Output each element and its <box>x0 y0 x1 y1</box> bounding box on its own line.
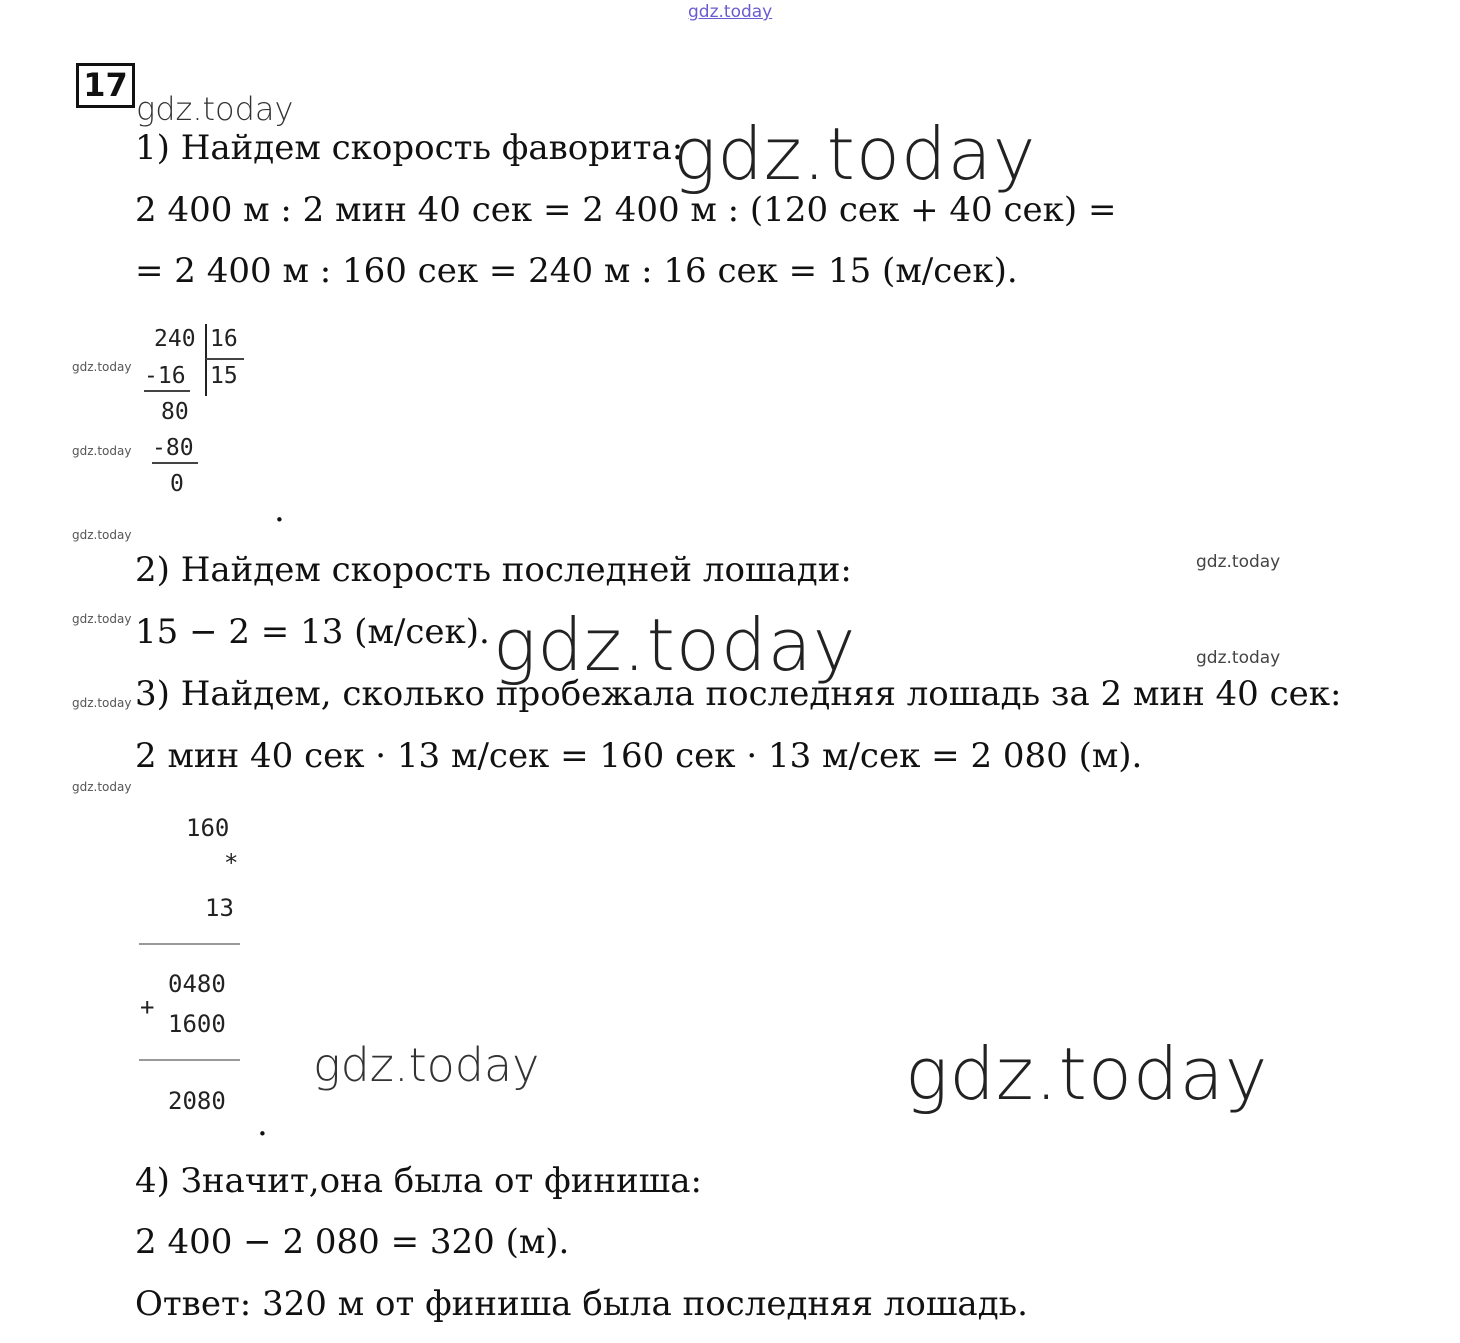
watermark-small: gdz.today <box>72 780 132 794</box>
division-dividend: 240 <box>154 326 196 352</box>
watermark-small: gdz.today <box>72 696 132 710</box>
division-divisor: 16 <box>210 326 238 352</box>
answer-line: Ответ: 320 м от финиша была последняя лошадь. <box>135 1284 1028 1324</box>
product-result: 2080 <box>168 1087 226 1115</box>
watermark-small-right: gdz.today <box>1196 648 1281 668</box>
watermark-small-right: gdz.today <box>1196 552 1281 572</box>
period-mark: . <box>274 490 285 530</box>
multiplicand: 160 <box>186 814 230 842</box>
division-divisor-line <box>206 358 244 360</box>
step-1-equation-a: 2 400 м : 2 мин 40 сек = 2 400 м : (120 сек + 40 сек) = <box>135 190 1117 230</box>
partial-product-1: 0480 <box>168 970 226 998</box>
division-remainder-1: 80 <box>161 399 189 425</box>
division-subtract-2: -80 <box>152 435 194 461</box>
problem-number: 17 <box>76 63 135 108</box>
division-line-2 <box>152 462 198 464</box>
step-2-equation: 15 − 2 = 13 (м/сек). <box>135 612 490 652</box>
watermark-top: gdz.today <box>688 2 773 22</box>
step-3-heading: 3) Найдем, сколько пробежала последняя лошадь за 2 мин 40 сек: <box>135 674 1342 714</box>
multiplier: 13 <box>205 894 234 922</box>
division-quotient: 15 <box>210 363 238 389</box>
watermark-small: gdz.today <box>72 528 132 542</box>
division-remainder-2: 0 <box>170 471 184 497</box>
watermark-small: gdz.today <box>72 360 132 374</box>
step-1-equation-b: = 2 400 м : 160 сек = 240 м : 16 сек = 15 (м/сек). <box>135 251 1018 291</box>
plus-sign: + <box>140 993 155 1021</box>
division-bar <box>205 324 207 396</box>
watermark-small: gdz.today <box>72 612 132 626</box>
period-mark: . <box>257 1104 268 1144</box>
watermark-large: gdz.today <box>493 603 857 687</box>
watermark-small: gdz.today <box>72 444 132 458</box>
watermark: gdz.today <box>136 90 294 128</box>
step-3-equation: 2 мин 40 сек · 13 м/сек = 160 сек · 13 м/сек = 2 080 (м). <box>135 736 1143 776</box>
watermark-large: gdz.today <box>673 112 1037 196</box>
multiplication-line-2 <box>139 1059 240 1061</box>
multiplication-line-1 <box>139 943 240 945</box>
division-subtract-1: -16 <box>144 363 186 389</box>
step-4-equation: 2 400 − 2 080 = 320 (м). <box>135 1222 570 1262</box>
step-4-heading: 4) Значит,она была от финиша: <box>135 1161 703 1201</box>
watermark-large: gdz.today <box>905 1032 1269 1116</box>
division-line-1 <box>144 390 190 392</box>
partial-product-2: 1600 <box>168 1010 226 1038</box>
step-1-heading: 1) Найдем скорость фаворита: <box>135 128 684 168</box>
multiply-sign: * <box>224 849 239 877</box>
step-2-heading: 2) Найдем скорость последней лошади: <box>135 550 852 590</box>
watermark-medium: gdz.today <box>313 1038 540 1092</box>
